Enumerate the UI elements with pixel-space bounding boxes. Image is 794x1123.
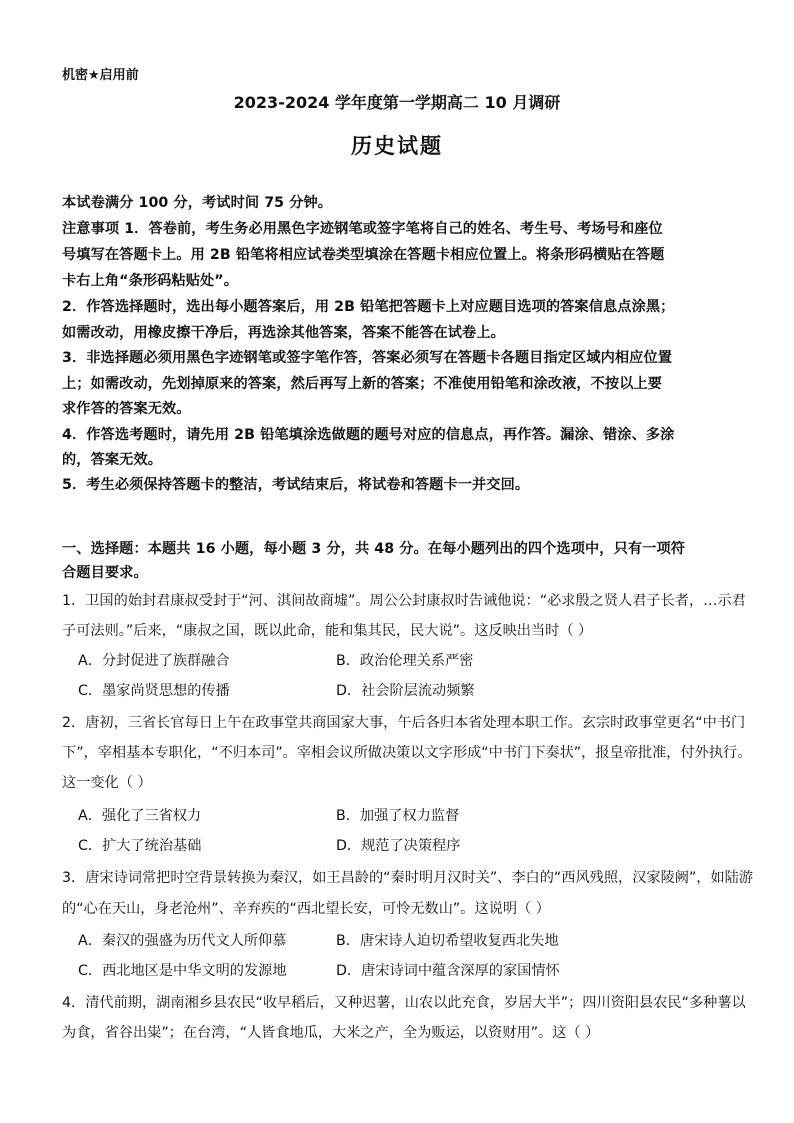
question-3-option-d: D．唐宋诗词中蕴含深厚的家国情怀 xyxy=(336,963,560,979)
question-1-option-a: A．分封促进了族群融合 xyxy=(78,653,230,669)
notice-line-1: 本试卷满分 100 分，考试时间 75 分钟。 xyxy=(62,195,333,211)
confidential-label: 机密★启用前 xyxy=(62,68,139,83)
notice-line-12: 5．考生必须保持答题卡的整洁，考试结束后，将试卷和答题卡一并交回。 xyxy=(62,477,530,493)
question-2-option-a: A．强化了三省权力 xyxy=(78,808,202,824)
question-3-option-a: A．秦汉的强盛为历代文人所仰慕 xyxy=(78,933,287,949)
question-2-option-b: B．加强了权力监督 xyxy=(336,808,460,824)
question-2-line-2: 下”，宰相基本专职化，“不归本司”。宰相会议所做决策以文字形成“中书门下奏状”，报皇帝批准，付外执行。 xyxy=(62,745,752,761)
notice-line-5: 2．作答选择题时，选出每小题答案后，用 2B 铅笔把答题卡上对应题目选项的答案信息点涂黑； xyxy=(62,299,675,315)
question-1-line-1: 1．卫国的始封君康叔受封于“河、淇间故商墟”。周公公封康叔时告诫他说：“必求殷之贤人君子长者，…示君 xyxy=(62,593,746,609)
question-1-option-b: B．政治伦理关系严密 xyxy=(336,653,474,669)
notice-line-4: 卡右上角“条形码粘贴处”。 xyxy=(62,273,239,289)
question-3-option-c: C．西北地区是中华文明的发源地 xyxy=(78,963,287,979)
exam-title: 2023-2024 学年度第一学期高二 10 月调研 xyxy=(233,93,561,112)
question-4-line-1: 4．清代前期，湖南湘乡县农民“收早稻后，又种迟薯，山农以此充食，岁居大半”；四川资阳县农民“多种薯以 xyxy=(62,995,746,1011)
notice-line-6: 如需改动，用橡皮擦干净后，再选涂其他答案，答案不能答在试卷上。 xyxy=(62,325,505,341)
question-1-option-d: D．社会阶层流动频繁 xyxy=(336,683,475,699)
section-heading-line-1: 一、选择题：本题共 16 小题，每小题 3 分，共 48 分。在每小题列出的四个选项中，只有一项符 xyxy=(62,541,686,557)
notice-line-2: 注意事项 1．答卷前，考生务必用黑色字迹钢笔或签字笔将自己的姓名、考生号、考场号和座位 xyxy=(62,221,663,237)
subject-title: 历史试题 xyxy=(351,133,443,158)
question-2-option-d: D．规范了决策程序 xyxy=(336,838,461,854)
question-3-line-1: 3．唐宋诗词常把时空背景转换为秦汉，如王昌龄的“秦时明月汉时关”、李白的“西风残照，汉家陵阙”，如陆游 xyxy=(62,870,754,886)
notice-line-11: 的，答案无效。 xyxy=(62,452,163,468)
section-heading-line-2: 合题目要求。 xyxy=(62,565,148,581)
question-2-option-c: C．扩大了统治基础 xyxy=(78,838,202,854)
question-2-line-1: 2．唐初，三省长官每日上午在政事堂共商国家大事，午后各归本省处理本职工作。玄宗时政事堂更名“中书门 xyxy=(62,715,746,731)
question-1-line-2: 子可法则。”后来，“康叔之国，既以此命，能和集其民，民大说”。这反映出当时（ ） xyxy=(62,623,593,639)
notice-line-8: 上；如需改动，先划掉原来的答案，然后再写上新的答案；不准使用铅笔和涂改液，不按以上要 xyxy=(62,376,663,392)
question-1-option-c: C．墨家尚贤思想的传播 xyxy=(78,683,230,699)
notice-line-7: 3．非选择题必须用黑色字迹钢笔或签字笔作答，答案必须写在答题卡各题目指定区域内相应位置 xyxy=(62,350,673,366)
question-3-option-b: B．唐宋诗人迫切希望收复西北失地 xyxy=(336,933,559,949)
question-4-line-2: 为食，省谷出粜”；在台湾，“人皆食地瓜，大米之产，全为贩运，以资财用”。这（ ） xyxy=(62,1025,600,1041)
question-2-line-3: 这一变化（ ） xyxy=(62,775,152,791)
question-3-line-2: 的“心在天山，身老沧州”、辛弃疾的“西北望长安，可怜无数山”。这说明（ ） xyxy=(62,901,550,917)
notice-line-10: 4．作答选考题时，请先用 2B 铅笔填涂选做题的题号对应的信息点，再作答。漏涂、错涂、多涂 xyxy=(62,427,675,443)
notice-line-3: 号填写在答题卡上。用 2B 铅笔将相应试卷类型填涂在答题卡相应位置上。将条形码横贴在答题 xyxy=(62,247,665,263)
notice-line-9: 求作答的答案无效。 xyxy=(62,401,191,417)
